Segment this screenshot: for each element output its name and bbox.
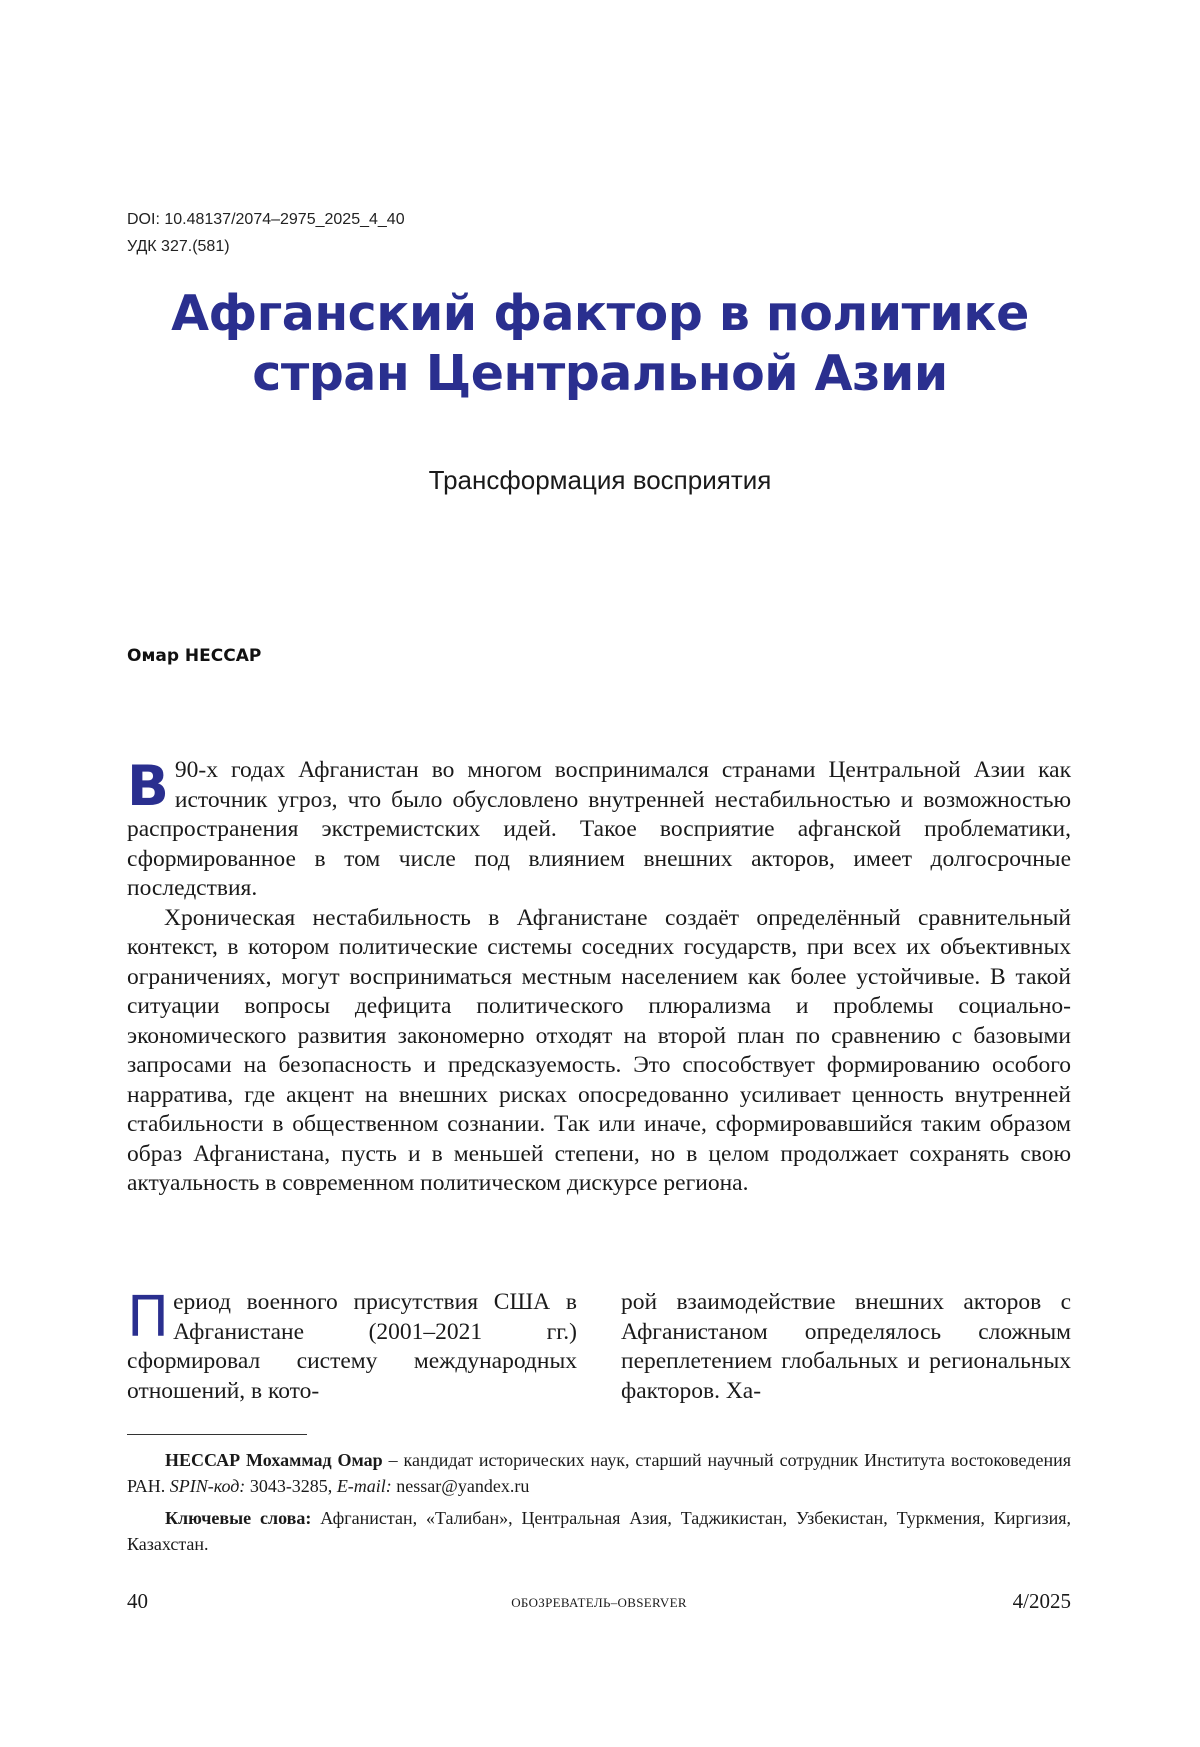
doi: DOI: 10.48137/2074–2975_2025_4_40 <box>127 206 405 233</box>
title-line-1: Афганский фактор в политике <box>171 285 1029 342</box>
author-info <box>127 1447 1071 1499</box>
journal-name: ОБОЗРЕВАТЕЛЬ–OBSERVER <box>127 1595 1071 1611</box>
keywords-list: Афганистан, «Талибан», Центральная Азия, Таджикистан, Узбекистан, Туркмения, Киргизия, Казахстан. <box>127 1508 1071 1554</box>
page-number: 40 <box>127 1589 148 1614</box>
body-column-left-text: ериод военного присутствия США в Афганистане (2001–2021 гг.) сформировал систему международных отношений, в кото- <box>127 1289 577 1404</box>
drop-cap-body: П <box>127 1294 169 1342</box>
drop-cap: В <box>127 762 169 810</box>
footnote <box>127 1447 1071 1563</box>
body-column-left <box>127 1288 577 1406</box>
udk: УДК 327.(581) <box>127 233 405 260</box>
spin-value: 3043-3285, <box>245 1476 337 1496</box>
spin-label: SPIN-код: <box>170 1476 246 1496</box>
body-column-right: рой взаимодействие внешних акторов с Афганистаном определялось сложным переплетением глобальных и региональных факторов. Ха- <box>621 1288 1071 1406</box>
lead-paragraph-1 <box>127 756 1071 904</box>
lead-paragraph-2: Хроническая нестабильность в Афганистане создаёт определённый сравнительный контекст, в котором политические системы соседних государств, при всех их объективных ограничениях, могут восприниматься местным населением как более устойчивые. В такой ситуации вопросы дефицита политического плюрализма и проблемы социально-экономического развития закономерно отходят на второй план по сравнению с базовыми запросами на безопасность и предсказуемость. Это способствует формированию особого нарратива, где акцент на внешних рисках опосредованно усиливает ценность внутренней стабильности в общественном сознании. Так или иначе, сформировавшийся таким образом образ Афганистана, пусть и в меньшей степени, но в целом продолжает сохранять свою актуальность в современном политическом дискурсе региона. <box>127 904 1071 1199</box>
article-subtitle: Трансформация восприятия <box>0 465 1200 496</box>
keywords-label: Ключевые слова: <box>165 1508 311 1528</box>
lead-paragraph-1-text: 90-х годах Афганистан во многом воспринимался странами Центральной Азии как источник угроз, что было обусловлено внутренней нестабильностью и возможностью распространения экстремистских идей. Такое восприятие афганской проблематики, сформированное в том числе под влиянием внешних акторов, имеет долгосрочные последствия. <box>127 757 1071 901</box>
email-value: nessar@yandex.ru <box>392 1476 530 1496</box>
page-footer <box>127 1589 1071 1619</box>
author-name: Омар НЕССАР <box>127 646 261 666</box>
article-meta <box>127 206 405 260</box>
keywords <box>127 1505 1071 1557</box>
author-full-name: НЕССАР Мохаммад Омар <box>165 1450 383 1470</box>
issue-number: 4/2025 <box>1013 1589 1071 1614</box>
footnote-divider <box>127 1434 307 1435</box>
title-line-2: стран Центральной Азии <box>252 345 947 402</box>
email-label: E-mail: <box>337 1476 392 1496</box>
article-title <box>100 284 1100 404</box>
lead-section <box>127 756 1071 1199</box>
author-description: – кандидат исторических наук, старший научный сотрудник Института востоковедения РАН. <box>127 1450 1071 1496</box>
